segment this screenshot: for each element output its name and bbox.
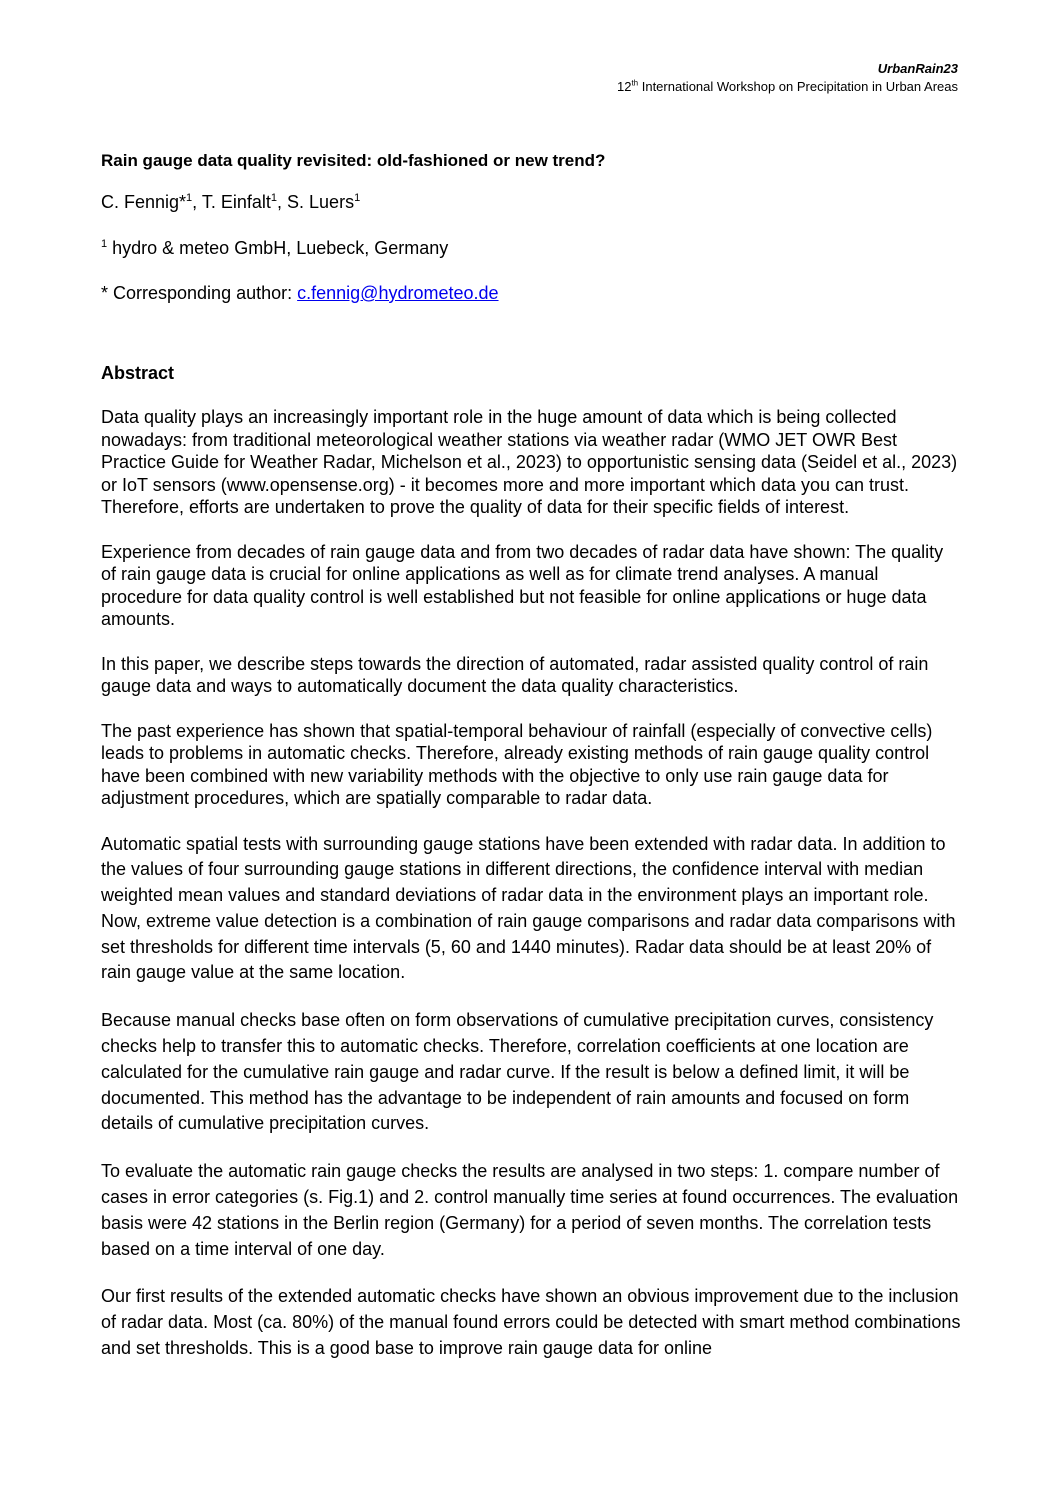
abstract-paragraph: The past experience has shown that spatial-temporal behaviour of rainfall (especially of convective cells) leads to problems in automatic checks. Therefore, already existing methods of rain gauge quality control have been combined with new variability methods with the objective to only use rain gauge data for adjustment procedures, which are spatially comparable to radar data. [101,720,933,808]
author-list [101,191,961,214]
abstract-paragraph: Our first results of the extended automatic checks have shown an obvious improvement due to the inclusion of radar data. Most (ca. 80%) of the manual found errors could be detected with smart method combinations and set thresholds. This is a good base to improve rain gauge data for online [101,1286,961,1359]
author-affiliation-mark: 1 [270,192,278,204]
abstract-heading: Abstract [101,362,175,383]
author-separator: , [192,192,202,212]
affiliation-mark: 1 [101,237,108,250]
corresponding-author-label: * Corresponding author: [101,283,298,303]
author-name: C. Fennig* [101,192,187,212]
conference-name: UrbanRain23 [877,61,958,76]
abstract-paragraph: Experience from decades of rain gauge data and from two decades of radar data have shown: The quality of rain gauge data is crucial for online applications as well as for climate trend analyses. A manual procedure for data quality control is well established but not feasible for online applications or huge data amounts. [101,541,944,629]
corresponding-author [101,282,961,305]
author-name: S. Luers [287,192,355,212]
workshop-ordinal-suffix: th [631,78,639,88]
author-separator: , [277,192,288,212]
affiliation-text: hydro & meteo GmbH, Luebeck, Germany [107,237,449,258]
corresponding-email-link[interactable]: c.fennig@hydrometeo.de [297,283,499,303]
abstract-paragraph: To evaluate the automatic rain gauge checks the results are analysed in two steps: 1. compare number of cases in error categories (s. Fig.1) and 2. control manually time series at found occurrences. The evaluation basis were 42 stations in the Berlin region (Germany) for a period of seven months. The correlation tests based on a time interval of one day. [101,1161,959,1259]
workshop-number: 12 [616,79,632,94]
workshop-title-text: International Workshop on Precipitation in Urban Areas [638,79,958,94]
author-name: T. Einfalt [201,192,271,212]
author-affiliation-mark: 1 [186,192,193,204]
paper-title: Rain gauge data quality revisited: old-fashioned or new trend? [101,151,606,170]
abstract-paragraph: Because manual checks base often on form observations of cumulative precipitation curves, consistency checks help to transfer this to automatic checks. Therefore, correlation coefficients at one location are calculated for the cumulative rain gauge and radar curve. If the result is below a defined limit, it will be documented. This method has the advantage to be independent of rain amounts and focused on form details of cumulative precipitation curves. [101,1010,934,1134]
author-affiliation-mark: 1 [354,192,361,204]
abstract-paragraph: In this paper, we describe steps towards the direction of automated, radar assisted quality control of rain gauge data and ways to automatically document the data quality characteristics. [101,653,929,696]
abstract-paragraph: Data quality plays an increasingly important role in the huge amount of data which is being collected nowadays: from traditional meteorological weather stations via weather radar (WMO JET OWR Best Practice Guide for Weather Radar, Michelson et al., 2023) to opportunistic sensing data (Seidel et al., 2023) or IoT sensors (www.opensense.org) - it becomes more and more important which data you can trust. Therefore, efforts are undertaken to prove the quality of data for their specific fields of interest. [101,407,958,517]
affiliation [101,237,961,260]
workshop-title [617,78,958,96]
page-header [617,60,958,96]
abstract-paragraph: Automatic spatial tests with surrounding gauge stations have been extended with radar data. In addition to the values of four surrounding gauge stations in different directions, the confidence interval with median weighted mean values and standard deviations of radar data in the environment plays an important role. Now, extreme value detection is a combination of rain gauge comparisons and radar data comparisons with set thresholds for different time intervals (5, 60 and 1440 minutes). Radar data should be at least 20% of rain gauge value at the same location. [101,833,956,983]
paper-content [101,150,961,1384]
